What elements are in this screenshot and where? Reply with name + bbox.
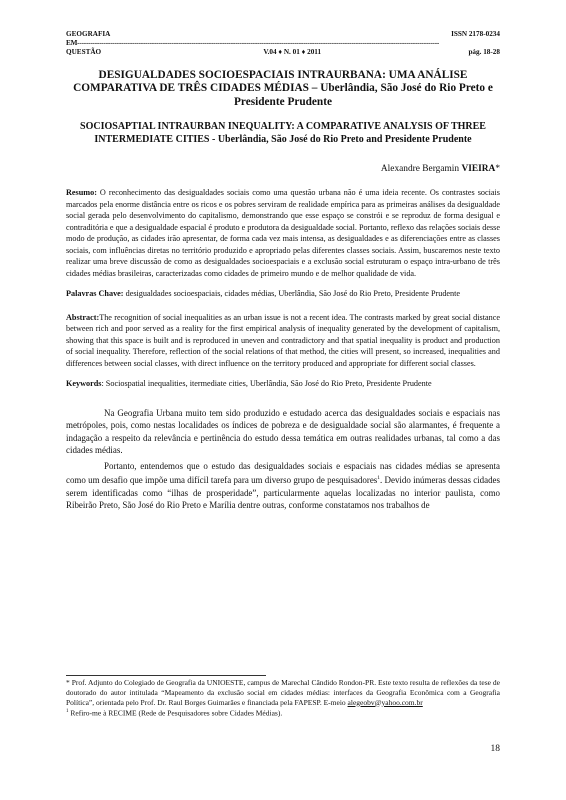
resumo-label: Resumo: — [66, 188, 97, 198]
author-email-link[interactable]: alegeobv@yahoo.com.br — [347, 697, 423, 707]
palavras-chave-label: Palavras Chave: — [66, 289, 124, 299]
author-line — [66, 163, 500, 175]
footnote-divider — [66, 675, 266, 676]
palavras-chave-text: desigualdades socioespaciais, cidades médias, Uberlândia, São José do Rio Preto, Presidente Prudente — [123, 289, 461, 299]
abstract-label: Abstract: — [66, 312, 100, 322]
resumo-block — [66, 187, 500, 279]
running-header — [66, 30, 500, 57]
author-given-name: Alexandre Bergamin — [380, 164, 460, 175]
resumo-text: O reconhecimento das desigualdades sociais como uma questão urbana não é uma ideia recente. Os contrastes sociais marcados pela enorme distância entre os ricos e os pobres serviram de realidade empírica para as primeiras análises da desigualdade social gerada pelo desenvolvimento do capitalismo, demonstrando que esse espaço se constrói e se reproduz de forma desigual e contraditória e que a desigualdade espacial é produto e produtora da desigualdade social. Portanto, reflexo das relações sociais desse modo de produção, as cidades irão apresentar, de forma cada vez mais intensa, as desigualdades e as diferenciações entre as classes sociais, com influências diretas no território produzido e apropriado pelas diferentes classes sociais. Assim, buscaremos neste texto realizar uma breve discussão de como as desigualdades socioespaciais e a exclusão social estruturam o espaço intra-urbano de três cidades médias brasileiras, caracterizadas como cidades de primeiro mundo e de melhor qualidade de vida. — [66, 188, 500, 278]
author-footnote-mark: * — [495, 164, 500, 175]
journal-name: GEOGRAFIA — [66, 30, 111, 38]
footnote-ref-1[interactable]: 1 — [377, 475, 381, 482]
footnote-1-mark: 1 — [66, 709, 69, 715]
page-range: pág. 18-28 — [468, 48, 500, 56]
author-family-name: VIEIRA — [461, 164, 496, 175]
header-em-line: EM--------------------------------------------------------------------------------------------------------------------------------------------------------------------- — [66, 39, 440, 47]
body-paragraph-2-end: . Devido inúmeras dessas cidades serem identificadas como “ilhas de prosperidade”, particularmente aquelas localizadas no interior paulista, como Ribeirão Preto, São José do Rio Preto e Marília dentre outras, conforme constatamos nos trabalhos de — [66, 475, 500, 511]
footnote-author-text: * Prof. Adjunto do Colegiado de Geografia da UNIOESTE, campus de Marechal Cândido Rondon-PR. Este texto resulta de reflexões da tese de doutorado do autor intitulada “Mapeamento da exclusão social em cidades médias: interfaces da Geografia Econômica com a Geografia Política”, orientada pelo Prof. Dr. Raul Borges Guimarães e financiada pela FAPESP. E-meio — [66, 678, 500, 707]
keywords-label: Keywords — [66, 379, 102, 389]
abstract-block — [66, 312, 500, 370]
keywords-text: : Sociospatial inequalities, itermediate cities, Uberlândia, São José do Rio Preto, Presidente Prudente — [101, 379, 432, 389]
footnote-author — [66, 678, 500, 707]
abstract-text: The recognition of social inequalities as an urban issue is not a recent idea. The contrasts marked by great social distance between rich and poor served as a reality for the first empirical analysis of inequality generated by the development of capitalism, showing that this space is built and is reproduced in uneven and contradictory and that spatial inequality is product and production of social inequality. Therefore, reflection of the social relations of that method, the cities will present, so increased, inequalities and differences between social classes, with direct influence on the territory produced and appropriate for different social classes. — [66, 312, 500, 368]
issn: ISSN 2178-0234 — [451, 30, 500, 38]
body-paragraph-2 — [66, 460, 500, 512]
footnote-1-text: Refiro-me à RECIME (Rede de Pesquisadores sobre Cidades Médias). — [68, 708, 283, 718]
body-paragraph-1: Na Geografia Urbana muito tem sido produzido e estudado acerca das desigualdades sociais e espaciais nas metrópoles, pois, como nestas localidades os índices de pobreza e de desigualdade social são alarmantes, é frequente a indagação a respeito da relevância e pertinência do estudo dessa temática em outras realidades urbanas, tal como a das cidades médias. — [66, 407, 500, 456]
article-title-en: SOCIOSAPTIAL INTRAURBAN INEQUALITY: A COMPARATIVE ANALYSIS OF THREE INTERMEDIATE CITIES - Uberlândia, São José do Rio Preto and Presidente Prudente — [80, 121, 486, 145]
journal-section: QUESTÃO — [66, 48, 102, 56]
page — [66, 30, 500, 515]
page-number: 18 — [490, 744, 500, 754]
palavras-chave-block — [66, 288, 500, 300]
footnote-1 — [66, 707, 500, 718]
body-paragraph-2-start: Portanto, entendemos que o estudo das desigualdades sociais e espaciais nas cidades médias se apresenta como um desafio que impõe uma difícil tarefa para um diverso grupo de pesquisadores — [66, 460, 500, 486]
article-title-pt: DESIGUALDADES SOCIOESPACIAIS INTRAURBANA: UMA ANÁLISE COMPARATIVA DE TRÊS CIDADES MÉDIAS – Uberlândia, São José do Rio Preto e Presidente Prudente — [73, 69, 493, 108]
body-text — [66, 407, 500, 512]
keywords-block — [66, 378, 500, 390]
footnotes — [66, 678, 500, 719]
volume-info: V.04 ♦ N. 01 ♦ 2011 — [263, 48, 322, 56]
